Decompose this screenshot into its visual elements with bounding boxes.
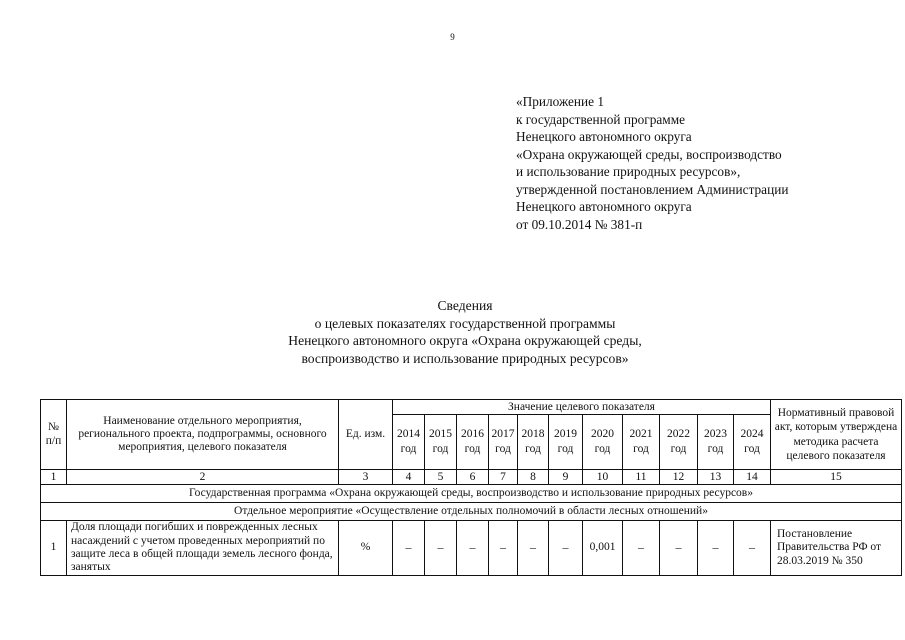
column-number: 3 — [339, 470, 393, 485]
heading-line: воспроизводство и использование природных ресурсов» — [301, 350, 629, 366]
year-word: год — [594, 443, 611, 455]
appendix-line: «Охрана окружающей среды, воспроизводство — [516, 146, 782, 162]
program-row — [41, 485, 902, 503]
column-number: 4 — [393, 470, 425, 485]
indicators-table — [40, 399, 902, 576]
appendix-line: утвержденной постановлением Администрации — [516, 181, 789, 197]
row-value: 0,001 — [583, 521, 623, 576]
year-label: 2023 — [704, 428, 727, 440]
year-cell — [457, 415, 489, 470]
year-cell — [393, 415, 425, 470]
row-value: – — [698, 521, 734, 576]
heading-line: Ненецкого автономного округа «Охрана окружающей среды, — [288, 333, 642, 348]
year-label: 2019 — [554, 428, 577, 440]
year-cell — [660, 415, 698, 470]
appendix-line: от 09.10.2014 № 381-п — [516, 216, 643, 232]
year-label: 2024 — [740, 428, 764, 440]
year-word: год — [707, 443, 724, 455]
table-row — [41, 521, 902, 576]
row-value: – — [549, 521, 583, 576]
year-cell — [489, 415, 518, 470]
year-label: 2016 — [461, 428, 484, 440]
program-title: Государственная программа «Охрана окружающей среды, воспроизводство и использование природных ресурсов» — [41, 485, 902, 503]
column-number: 10 — [583, 470, 623, 485]
appendix-block — [516, 93, 896, 233]
row-unit: % — [339, 521, 393, 576]
header-values-group: Значение целевого показателя — [393, 400, 771, 415]
page-bottom-margin — [0, 594, 905, 640]
column-number: 11 — [623, 470, 660, 485]
year-word: год — [744, 443, 760, 455]
year-word: год — [525, 443, 541, 455]
header-name: Наименование отдельного мероприятия, регионального проекта, подпрограммы, основного мероприятия, целевого показателя — [67, 400, 339, 470]
column-number: 15 — [771, 470, 902, 485]
page-number: 9 — [450, 32, 455, 42]
year-cell — [518, 415, 549, 470]
year-label: 2021 — [629, 428, 653, 440]
column-number: 6 — [457, 470, 489, 485]
year-label: 2018 — [521, 428, 545, 440]
year-word: год — [495, 443, 511, 455]
document-heading — [0, 297, 905, 367]
header-unit: Ед. изм. — [339, 400, 393, 470]
header-number: № п/п — [41, 400, 67, 470]
year-word: год — [557, 443, 574, 455]
appendix-line: Ненецкого автономного округа — [516, 129, 692, 144]
year-label: 2017 — [491, 428, 515, 440]
column-number: 8 — [518, 470, 549, 485]
header-row — [41, 400, 902, 415]
column-number: 13 — [698, 470, 734, 485]
column-number: 5 — [425, 470, 457, 485]
column-number: 14 — [734, 470, 771, 485]
column-numbers-row — [41, 470, 902, 485]
year-label: 2020 — [591, 428, 614, 440]
year-cell — [425, 415, 457, 470]
year-word: год — [670, 443, 687, 455]
year-label: 2015 — [429, 428, 452, 440]
row-value: – — [734, 521, 771, 576]
column-number: 12 — [660, 470, 698, 485]
year-word: год — [400, 443, 417, 455]
row-legal-act: Постановление Правительства РФ от 28.03.2019 № 350 — [771, 521, 902, 576]
row-value: – — [660, 521, 698, 576]
year-word: год — [464, 443, 481, 455]
heading-title: Сведения — [437, 298, 493, 313]
activity-title: Отдельное мероприятие «Осуществление отдельных полномочий в области лесных отношений» — [41, 503, 902, 521]
appendix-line: Ненецкого автономного округа — [516, 199, 692, 214]
column-number: 7 — [489, 470, 518, 485]
row-value: – — [518, 521, 549, 576]
activity-row — [41, 503, 902, 521]
row-value: – — [393, 521, 425, 576]
row-value: – — [457, 521, 489, 576]
year-label: 2014 — [397, 428, 420, 440]
appendix-line: к государственной программе — [516, 111, 686, 127]
heading-line: о целевых показателях государственной программы — [314, 315, 616, 331]
year-word: год — [633, 443, 649, 455]
year-cell — [623, 415, 660, 470]
row-number: 1 — [41, 521, 67, 576]
row-value: – — [489, 521, 518, 576]
row-value: – — [425, 521, 457, 576]
column-number: 9 — [549, 470, 583, 485]
year-cell — [734, 415, 771, 470]
row-value: – — [623, 521, 660, 576]
year-label: 2022 — [667, 428, 690, 440]
year-word: год — [432, 443, 449, 455]
year-cell — [698, 415, 734, 470]
appendix-line: «Приложение 1 — [516, 94, 604, 109]
header-legal-act: Нормативный правовой акт, которым утверждена методика расчета целевого показателя — [771, 400, 902, 470]
year-cell — [583, 415, 623, 470]
year-cell — [549, 415, 583, 470]
row-indicator-name: Доля площади погибших и поврежденных лесных насаждений с учетом проведенных мероприятий по защите леса в общей площади земель лесного фонда, занятых — [67, 521, 339, 576]
appendix-line: и использование природных ресурсов», — [516, 164, 741, 179]
column-number: 1 — [41, 470, 67, 485]
column-number: 2 — [67, 470, 339, 485]
